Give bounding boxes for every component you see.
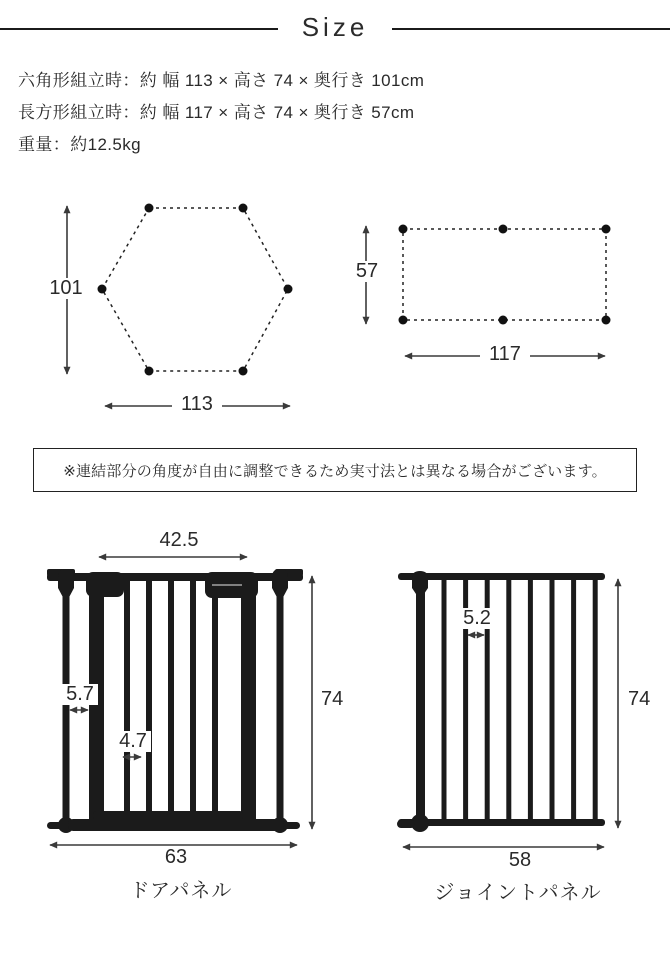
rectangle-width-label: 117 [480,344,530,365]
joint-panel-drawing [397,571,618,847]
hexagon-layout-drawing [67,204,293,407]
door-panel-name: ドアパネル [129,880,233,902]
door-height-label: 74 [321,688,344,710]
door-post-gap-label: 5.7 [62,684,98,705]
door-total-width-label: 63 [164,846,188,868]
door-width-label: 42.5 [159,529,199,551]
joint-bar-gap-label: 5.2 [459,608,495,629]
hexagon-depth-label: 101 [45,278,87,299]
spec-rectangle-size: 長方形組立時：約 幅 117 × 高さ 74 × 奥行き 57cm [18,103,415,122]
notice-box [33,448,637,492]
notice-text: ※連結部分の角度が自由に調整できるため実寸法とは異なる場合がございます。 [63,462,607,480]
door-bar-gap-label: 4.7 [115,731,151,752]
page-title: Size [301,12,369,42]
joint-height-label: 74 [628,688,651,710]
joint-total-width-label: 58 [508,849,532,871]
hexagon-width-label: 113 [172,394,222,415]
rectangle-layout-drawing [366,225,611,357]
spec-hexagon-size: 六角形組立時：約 幅 113 × 高さ 74 × 奥行き 101cm [18,71,425,90]
joint-panel-name: ジョイントパネル [434,882,602,904]
spec-weight: 重量：約12.5kg [18,135,142,154]
rectangle-depth-label: 57 [350,261,384,282]
